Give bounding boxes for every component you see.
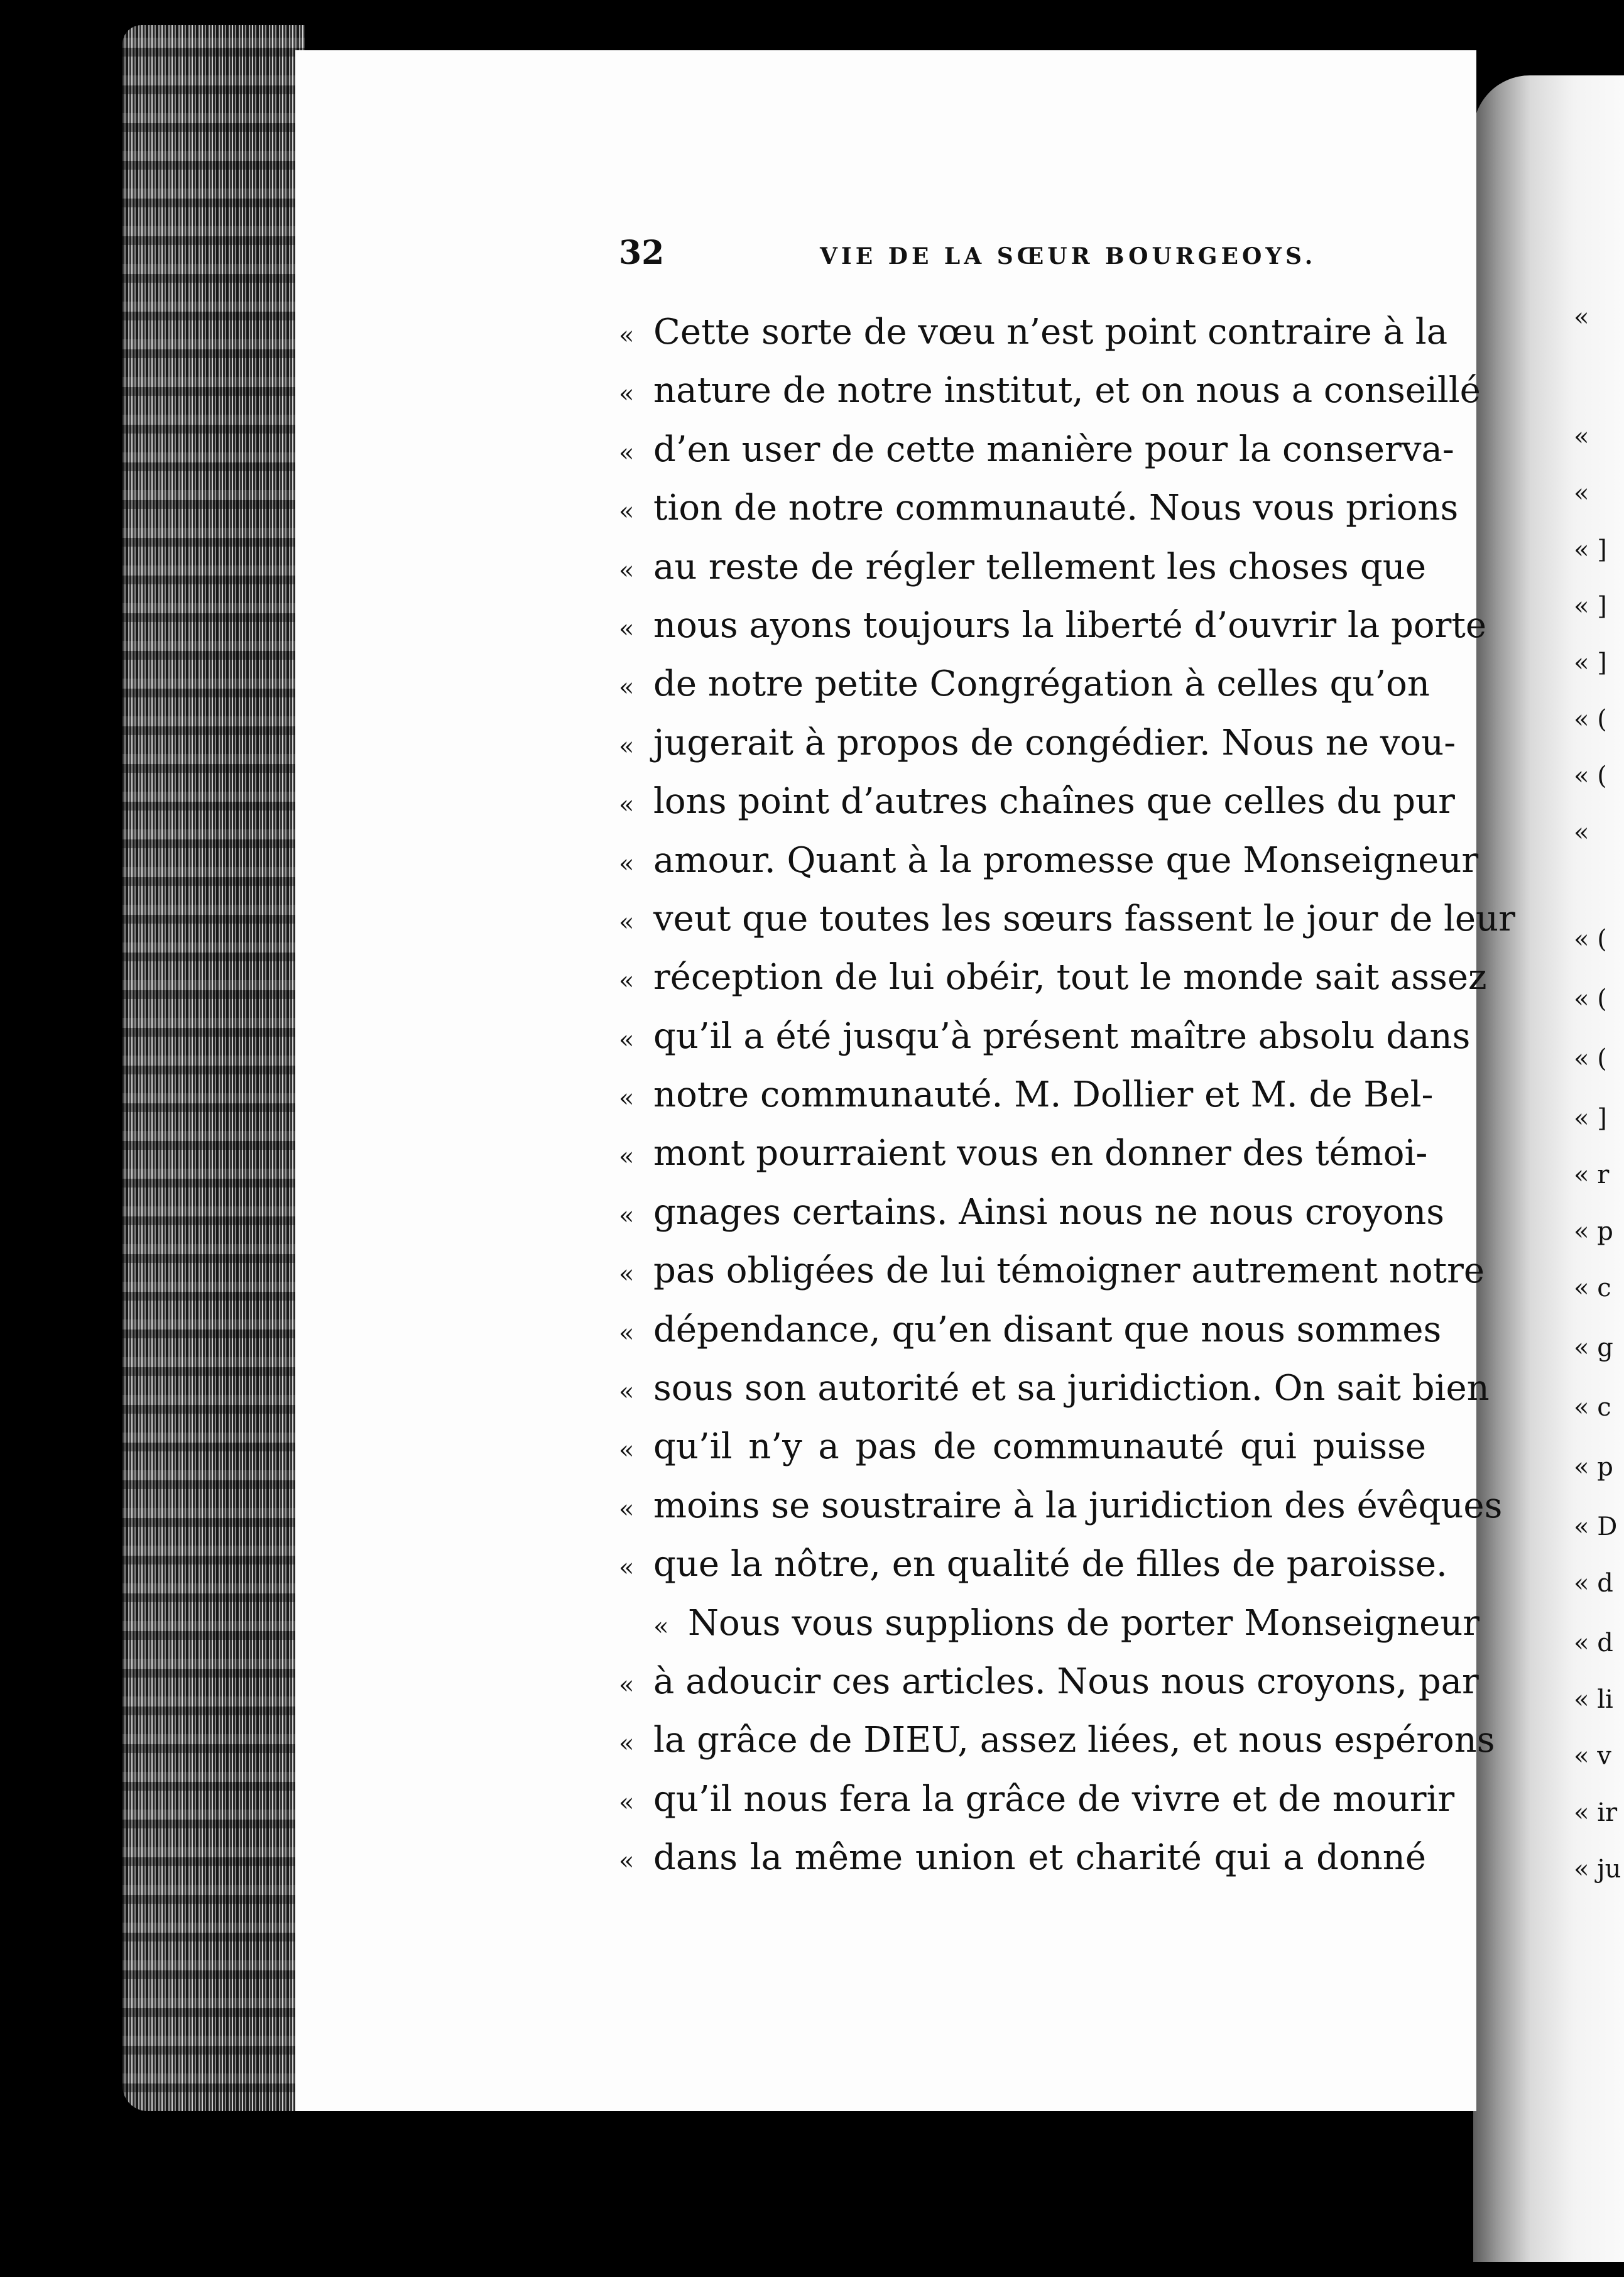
quote-mark: « [619, 1494, 635, 1524]
quote-mark: « [619, 907, 635, 937]
line-text: amour. Quant à la promesse que Monseigneur [653, 839, 1479, 881]
line-text: qu’il a été jusqu’à présent maître absolu dans [653, 1015, 1471, 1057]
text-line [619, 714, 1456, 772]
facing-page-fragment: « ( [1574, 1044, 1607, 1073]
line-text: gnages certains. Ainsi nous ne nous croyons [653, 1191, 1444, 1233]
running-title: VIE DE LA SŒUR BOURGEOYS. [820, 243, 1317, 270]
facing-page-fragment: « p [1574, 1453, 1613, 1482]
text-line [619, 1828, 1426, 1887]
quote-mark: « [619, 1318, 635, 1348]
body-text [619, 303, 1515, 1887]
quote-mark: « [619, 673, 635, 702]
facing-page-fragment: « li [1574, 1685, 1613, 1714]
quote-mark: « [619, 1377, 635, 1407]
text-line [619, 420, 1454, 479]
facing-page-fragment: « c [1574, 1274, 1611, 1302]
line-text: nous ayons toujours la liberté d’ouvrir la porte [653, 604, 1486, 646]
line-text: réception de lui obéir, tout le monde sait assez [653, 957, 1487, 998]
facing-page-fragment: « ] [1574, 535, 1607, 564]
quote-mark: « [619, 1729, 635, 1759]
facing-page-fragment: « ] [1574, 592, 1607, 621]
facing-page-fragment: « ju [1574, 1855, 1621, 1884]
text-line [619, 772, 1455, 831]
text-line [619, 1007, 1471, 1066]
text-line [619, 948, 1487, 1007]
line-text: que la nôtre, en qualité de filles de paroisse. [653, 1544, 1447, 1585]
quote-mark: « [619, 1436, 635, 1465]
text-line [619, 479, 1459, 537]
quote-mark: « [619, 1201, 635, 1230]
line-text: mont pourraient vous en donner des témoi- [653, 1133, 1428, 1174]
quote-mark: « [619, 1847, 635, 1876]
line-text: à adoucir ces articles. Nous nous croyons, par [653, 1661, 1479, 1702]
facing-page-fragment: « ( [1574, 985, 1607, 1013]
facing-page-fragment: « [1574, 818, 1589, 847]
line-text: nature de notre institut, et on nous a conseillé [653, 370, 1481, 412]
quote-mark: « [619, 1142, 635, 1172]
line-text: veut que toutes les sœurs fassent le jour de leur [653, 898, 1515, 939]
facing-page-fragment: « ir [1574, 1798, 1618, 1827]
line-text: Cette sorte de vœu n’est point contraire à la [653, 312, 1448, 352]
quote-mark: « [619, 966, 635, 996]
facing-page-fragment: « [1574, 303, 1589, 332]
quote-mark: « [619, 731, 635, 761]
text-line [619, 1594, 1480, 1652]
facing-page-fragment: « D [1574, 1512, 1618, 1541]
quote-mark: « [619, 1788, 635, 1817]
quote-mark: « [619, 497, 635, 527]
text-line [619, 890, 1515, 948]
line-text: au reste de régler tellement les choses que [653, 546, 1426, 587]
quote-mark: « [619, 438, 635, 467]
page-edge-shading [123, 25, 305, 2111]
text-line [619, 1770, 1455, 1828]
line-text: jugerait à propos de congédier. Nous ne vou- [653, 722, 1456, 763]
text-line [619, 303, 1448, 361]
quote-mark: « [619, 380, 635, 409]
line-text: pas obligées de lui témoigner autrement notre [653, 1250, 1485, 1292]
quote-mark: « [619, 849, 635, 878]
text-line [619, 1535, 1447, 1593]
facing-page-fragment: « ( [1574, 705, 1607, 734]
line-text: Nous vous supplions de porter Monseigneur [688, 1602, 1480, 1644]
facing-page-fragment: « p [1574, 1217, 1613, 1246]
line-text: qu’il nous fera la grâce de vivre et de mourir [653, 1778, 1455, 1820]
text-line [619, 1417, 1426, 1476]
text-line [619, 1711, 1495, 1769]
quote-mark: « [619, 614, 635, 643]
quote-mark: « [619, 321, 635, 350]
facing-page-fragment: « [1574, 479, 1589, 508]
quote-mark: « [619, 1260, 635, 1289]
facing-page-fragment: « d [1574, 1569, 1613, 1598]
facing-page-fragment: « ] [1574, 1104, 1607, 1133]
text-line [619, 1242, 1485, 1300]
line-text: la grâce de DIEU, assez liées, et nous espérons [653, 1720, 1495, 1761]
line-text: d’en user de cette manière pour la conserva- [653, 429, 1454, 470]
quote-mark: « [653, 1612, 669, 1641]
line-text: sous son autorité et sa juridiction. On sait bien [653, 1368, 1490, 1409]
line-text: qu’il n’y a pas de communauté qui puisse [653, 1426, 1426, 1468]
quote-mark: « [619, 1084, 635, 1113]
facing-page-fragment: « [1574, 422, 1589, 451]
line-text: notre communauté. M. Dollier et M. de Bel- [653, 1074, 1434, 1116]
text-line [619, 1066, 1434, 1124]
text-line [619, 1477, 1503, 1535]
facing-page-fragment: « d [1574, 1629, 1613, 1657]
line-text: dans la même union et charité qui a donné [653, 1837, 1426, 1879]
line-text: moins se soustraire à la juridiction des évêques [653, 1485, 1503, 1526]
facing-page-fragment: « ( [1574, 762, 1607, 790]
page-number: 32 [619, 234, 665, 272]
text-line [619, 1124, 1426, 1182]
line-text: dépendance, qu’en disant que nous sommes [653, 1309, 1442, 1350]
text-line [619, 596, 1486, 655]
facing-page-fragment: « g [1574, 1333, 1613, 1362]
text-line [619, 1652, 1479, 1711]
facing-page-fragment: « c [1574, 1393, 1611, 1422]
text-line [619, 1183, 1444, 1242]
quote-mark: « [619, 1670, 635, 1700]
line-text: lons point d’autres chaînes que celles du pur [653, 781, 1455, 822]
text-line [619, 538, 1426, 596]
text-line [619, 655, 1430, 713]
line-text: de notre petite Congrégation à celles qu’on [653, 663, 1430, 705]
line-text: tion de notre communauté. Nous vous prions [653, 488, 1459, 529]
quote-mark: « [619, 555, 635, 585]
facing-page-fragment: « r [1574, 1160, 1610, 1189]
quote-mark: « [619, 1025, 635, 1054]
quote-mark: « [619, 790, 635, 820]
running-head [619, 234, 1317, 278]
text-line [619, 831, 1479, 890]
text-line [619, 361, 1481, 420]
facing-page-fragment: « ] [1574, 648, 1607, 677]
quote-mark: « [619, 1553, 635, 1583]
facing-page-fragment: « v [1574, 1742, 1611, 1771]
facing-page-fragment: « ( [1574, 925, 1607, 954]
text-line [619, 1359, 1490, 1417]
text-line [619, 1301, 1442, 1359]
